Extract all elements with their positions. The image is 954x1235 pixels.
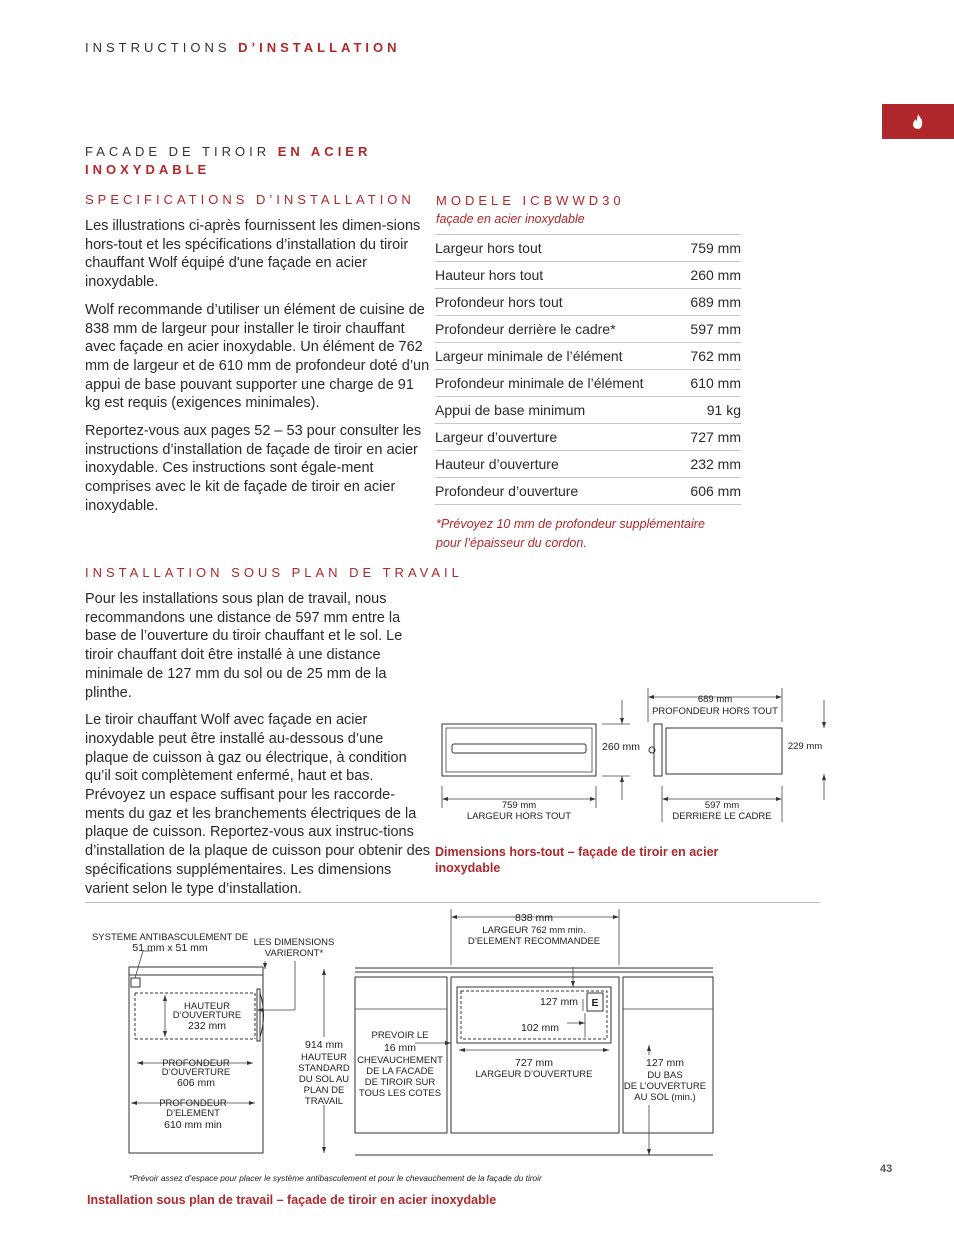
outlet-label: E [591, 997, 599, 1009]
section-heading-part1: FACADE DE TIROIR [85, 144, 278, 159]
dims-caption-line2: inoxydable [435, 861, 501, 875]
spec-row [435, 262, 741, 289]
overlap-value: 16 mm [383, 1042, 417, 1054]
spec-label: Profondeur hors tout [435, 294, 563, 310]
drawer-front-inner [446, 728, 592, 772]
spec-label: Appui de base minimum [435, 402, 586, 418]
spec-label: Largeur hors tout [435, 240, 542, 256]
spec-value: 232 mm [690, 456, 741, 472]
spec-row [435, 451, 741, 478]
overlap-line4: DE TIROIR SUR [364, 1077, 436, 1088]
depth-label: PROFONDEUR HORS TOUT [652, 706, 778, 717]
dims-caption-line1: Dimensions hors-tout – façade de tiroir en acier [435, 845, 719, 859]
model-footnote [436, 515, 705, 553]
gap-side-value: 102 mm [521, 1022, 559, 1034]
anti-tip-line1: SYSTEME ANTIBASCULEMENT DE [91, 932, 249, 943]
install-caption: Installation sous plan de travail – façade de tiroir en acier inoxydable [87, 1193, 497, 1207]
floor-height-value: 914 mm [305, 1039, 343, 1051]
dims-vary-line2: VARIERONT* [264, 948, 324, 959]
element-depth-line1: PROFONDEUR [159, 1098, 227, 1109]
spec-row [435, 289, 741, 316]
model-footnote-line2: pour l’épaisseur du cordon. [436, 536, 587, 550]
page-number: 43 [880, 1163, 893, 1175]
spec-label: Profondeur minimale de l’élément [435, 375, 644, 391]
specs-paragraph-2: Wolf recommande d’utiliser un élément de cuisine de 838 mm de largeur pour installer le tiroir chauffant avec façade en acier inoxydable. Un élément de 762 mm de largeur et de 610 mm de profondeur doté d’un appui de base pouvant supporter une charge de 91 kg est requis (exigences minimales). [85, 301, 430, 412]
spec-row [435, 478, 741, 505]
specs-heading: SPECIFICATIONS D’INSTALLATION [85, 192, 415, 207]
floor-height-line3: DU SOL AU [298, 1074, 350, 1085]
section-heading-part3: INOXYDABLE [85, 162, 211, 177]
spec-label: Largeur d’ouverture [435, 429, 558, 445]
opening-depth-value: 606 mm [177, 1077, 215, 1089]
opening-width-label: LARGEUR D’OUVERTURE [475, 1069, 593, 1080]
bottom-line1: DU BAS [647, 1070, 683, 1081]
spec-label: Hauteur hors tout [435, 267, 544, 283]
undercounter-body [85, 590, 430, 907]
drawer-side-profile [257, 989, 260, 1041]
flame-icon [882, 104, 954, 139]
drawer-side-body [666, 728, 782, 774]
bottom-value: 127 mm [646, 1057, 684, 1069]
spec-value: 260 mm [690, 267, 741, 283]
overlap-line2: CHEVAUCHEMENT [357, 1055, 443, 1066]
spec-value: 610 mm [690, 375, 741, 391]
dimensions-diagram [430, 680, 830, 830]
spec-row [435, 235, 741, 262]
installation-diagram [85, 905, 725, 1195]
drawer-front-outline [442, 724, 596, 776]
page-header [85, 40, 401, 55]
specs-body [85, 217, 430, 525]
cabinet-front-right [623, 977, 713, 1133]
element-depth-line2: D’ELEMENT [166, 1108, 220, 1119]
spec-value: 759 mm [690, 240, 741, 256]
model-footnote-line1: *Prévoyez 10 mm de profondeur supplémentaire [436, 517, 705, 531]
front-width-value: 759 mm [501, 800, 537, 811]
spec-label: Profondeur derrière le cadre* [435, 321, 616, 337]
section-tab [882, 104, 954, 139]
cabinet-width-value: 838 mm [515, 912, 553, 924]
spec-value: 606 mm [690, 483, 741, 499]
behind-value: 597 mm [704, 800, 740, 811]
undercounter-paragraph-2: Le tiroir chauffant Wolf avec façade en acier inoxydable peut être installé au-dessous d’une plaque de cuisson à gaz ou électrique, à condition qu’il soit complètement enfermé, haut et bas. Prévoyez un espace suffisant pour les raccorde-ments du gaz et les branchements électriques de la plaque de cuisson. Reportez-vous aux instruc-tions d’installation de la plaque de cuisson pour obtenir des spécifications supplémentaires. Les dimensions varient selon le type d’installation. [85, 712, 431, 897]
header-title-part1: INSTRUCTIONS [85, 40, 239, 55]
gap-top-value: 127 mm [540, 996, 578, 1008]
spec-label: Profondeur d’ouverture [435, 483, 579, 499]
height-value: 260 mm [602, 741, 640, 753]
cabinet-width-line2: D’ELEMENT RECOMMANDEE [467, 936, 601, 947]
spec-value: 727 mm [690, 429, 741, 445]
spec-label: Largeur minimale de l’élément [435, 348, 623, 364]
cabinet-width-line1: LARGEUR 762 mm min. [482, 925, 586, 936]
dims-vary-line1: LES DIMENSIONS [253, 937, 335, 948]
divider [85, 902, 820, 903]
behind-label: DERRIERE LE CADRE [672, 811, 772, 822]
section-heading [85, 143, 371, 179]
spec-row [435, 397, 741, 424]
overlap-line5: TOUS LES COTES [358, 1088, 442, 1099]
spec-value: 689 mm [690, 294, 741, 310]
drawer-opening-outline [457, 987, 611, 1043]
side-height-value: 229 mm [787, 741, 823, 752]
anti-tip-block [131, 978, 140, 987]
undercounter-paragraph-1: Pour les installations sous plan de travail, nous recommandons une distance de 597 mm entre la base de l’ouverture du tiroir chauffant et le sol. Le tiroir chauffant doit être installé à une distance minimale de 127 mm du sol ou de 25 mm de la plinthe. [85, 591, 403, 701]
opening-height-value: 232 mm [188, 1020, 226, 1032]
header-title-part2: D’INSTALLATION [238, 40, 401, 55]
floor-height-line2: STANDARD [298, 1063, 350, 1074]
spec-label: Hauteur d’ouverture [435, 456, 559, 472]
opening-depth-line2: D’OUVERTURE [161, 1067, 231, 1078]
anti-tip-line2: 51 mm x 51 mm [132, 942, 208, 954]
depth-value: 689 mm [697, 694, 733, 705]
spec-value: 91 kg [706, 402, 741, 418]
spec-row [435, 343, 741, 370]
specs-paragraph-1: Les illustrations ci-après fournissent les dimen-sions hors-tout et les spécifications d’installation du tiroir chauffant Wolf équipé d'une façade en acier inoxydable. [85, 218, 421, 291]
spec-row [435, 316, 741, 343]
undercounter-heading: INSTALLATION SOUS PLAN DE TRAVAIL [85, 565, 463, 580]
overlap-line3: DE LA FACADE [366, 1066, 434, 1077]
opening-height-line1: HAUTEUR [184, 1001, 230, 1012]
spec-value: 762 mm [690, 348, 741, 364]
opening-height-line2: D’OUVERTURE [172, 1010, 242, 1021]
opening-width-value: 727 mm [515, 1057, 553, 1069]
bottom-line2: DE L’OUVERTURE [623, 1081, 707, 1092]
bottom-line3: AU SOL (min.) [634, 1092, 696, 1103]
front-width-label: LARGEUR HORS TOUT [466, 811, 572, 822]
element-depth-value: 610 mm min [164, 1119, 222, 1131]
floor-height-line1: HAUTEUR [301, 1052, 347, 1063]
model-subtitle: façade en acier inoxydable [436, 212, 585, 226]
opening-depth-line1: PROFONDEUR [162, 1058, 230, 1069]
specs-paragraph-3: Reportez-vous aux pages 52 – 53 pour consulter les instructions d’installation de façade de tiroir en acier inoxydable. Ces instructions sont égale-ment comprises avec le kit de façade de tiroir en acier inoxydable. [85, 423, 422, 514]
spec-table [435, 234, 741, 505]
section-heading-part2: EN ACIER [277, 144, 372, 159]
countertop-side [129, 967, 263, 975]
floor-height-line4: PLAN DE [303, 1085, 345, 1096]
floor-height-line5: TRAVAIL [304, 1096, 344, 1107]
spec-row [435, 370, 741, 397]
overlap-line1: PREVOIR LE [371, 1030, 429, 1041]
dims-caption [435, 844, 718, 876]
spec-row [435, 424, 741, 451]
model-heading: MODELE ICBWWD30 [436, 193, 625, 208]
install-footnote: *Prévoir assez d’espace pour placer le système antibasculement et pour le chevauchement de la façade du tiroir [129, 1173, 542, 1183]
spec-value: 597 mm [690, 321, 741, 337]
drawer-handle [452, 744, 586, 753]
